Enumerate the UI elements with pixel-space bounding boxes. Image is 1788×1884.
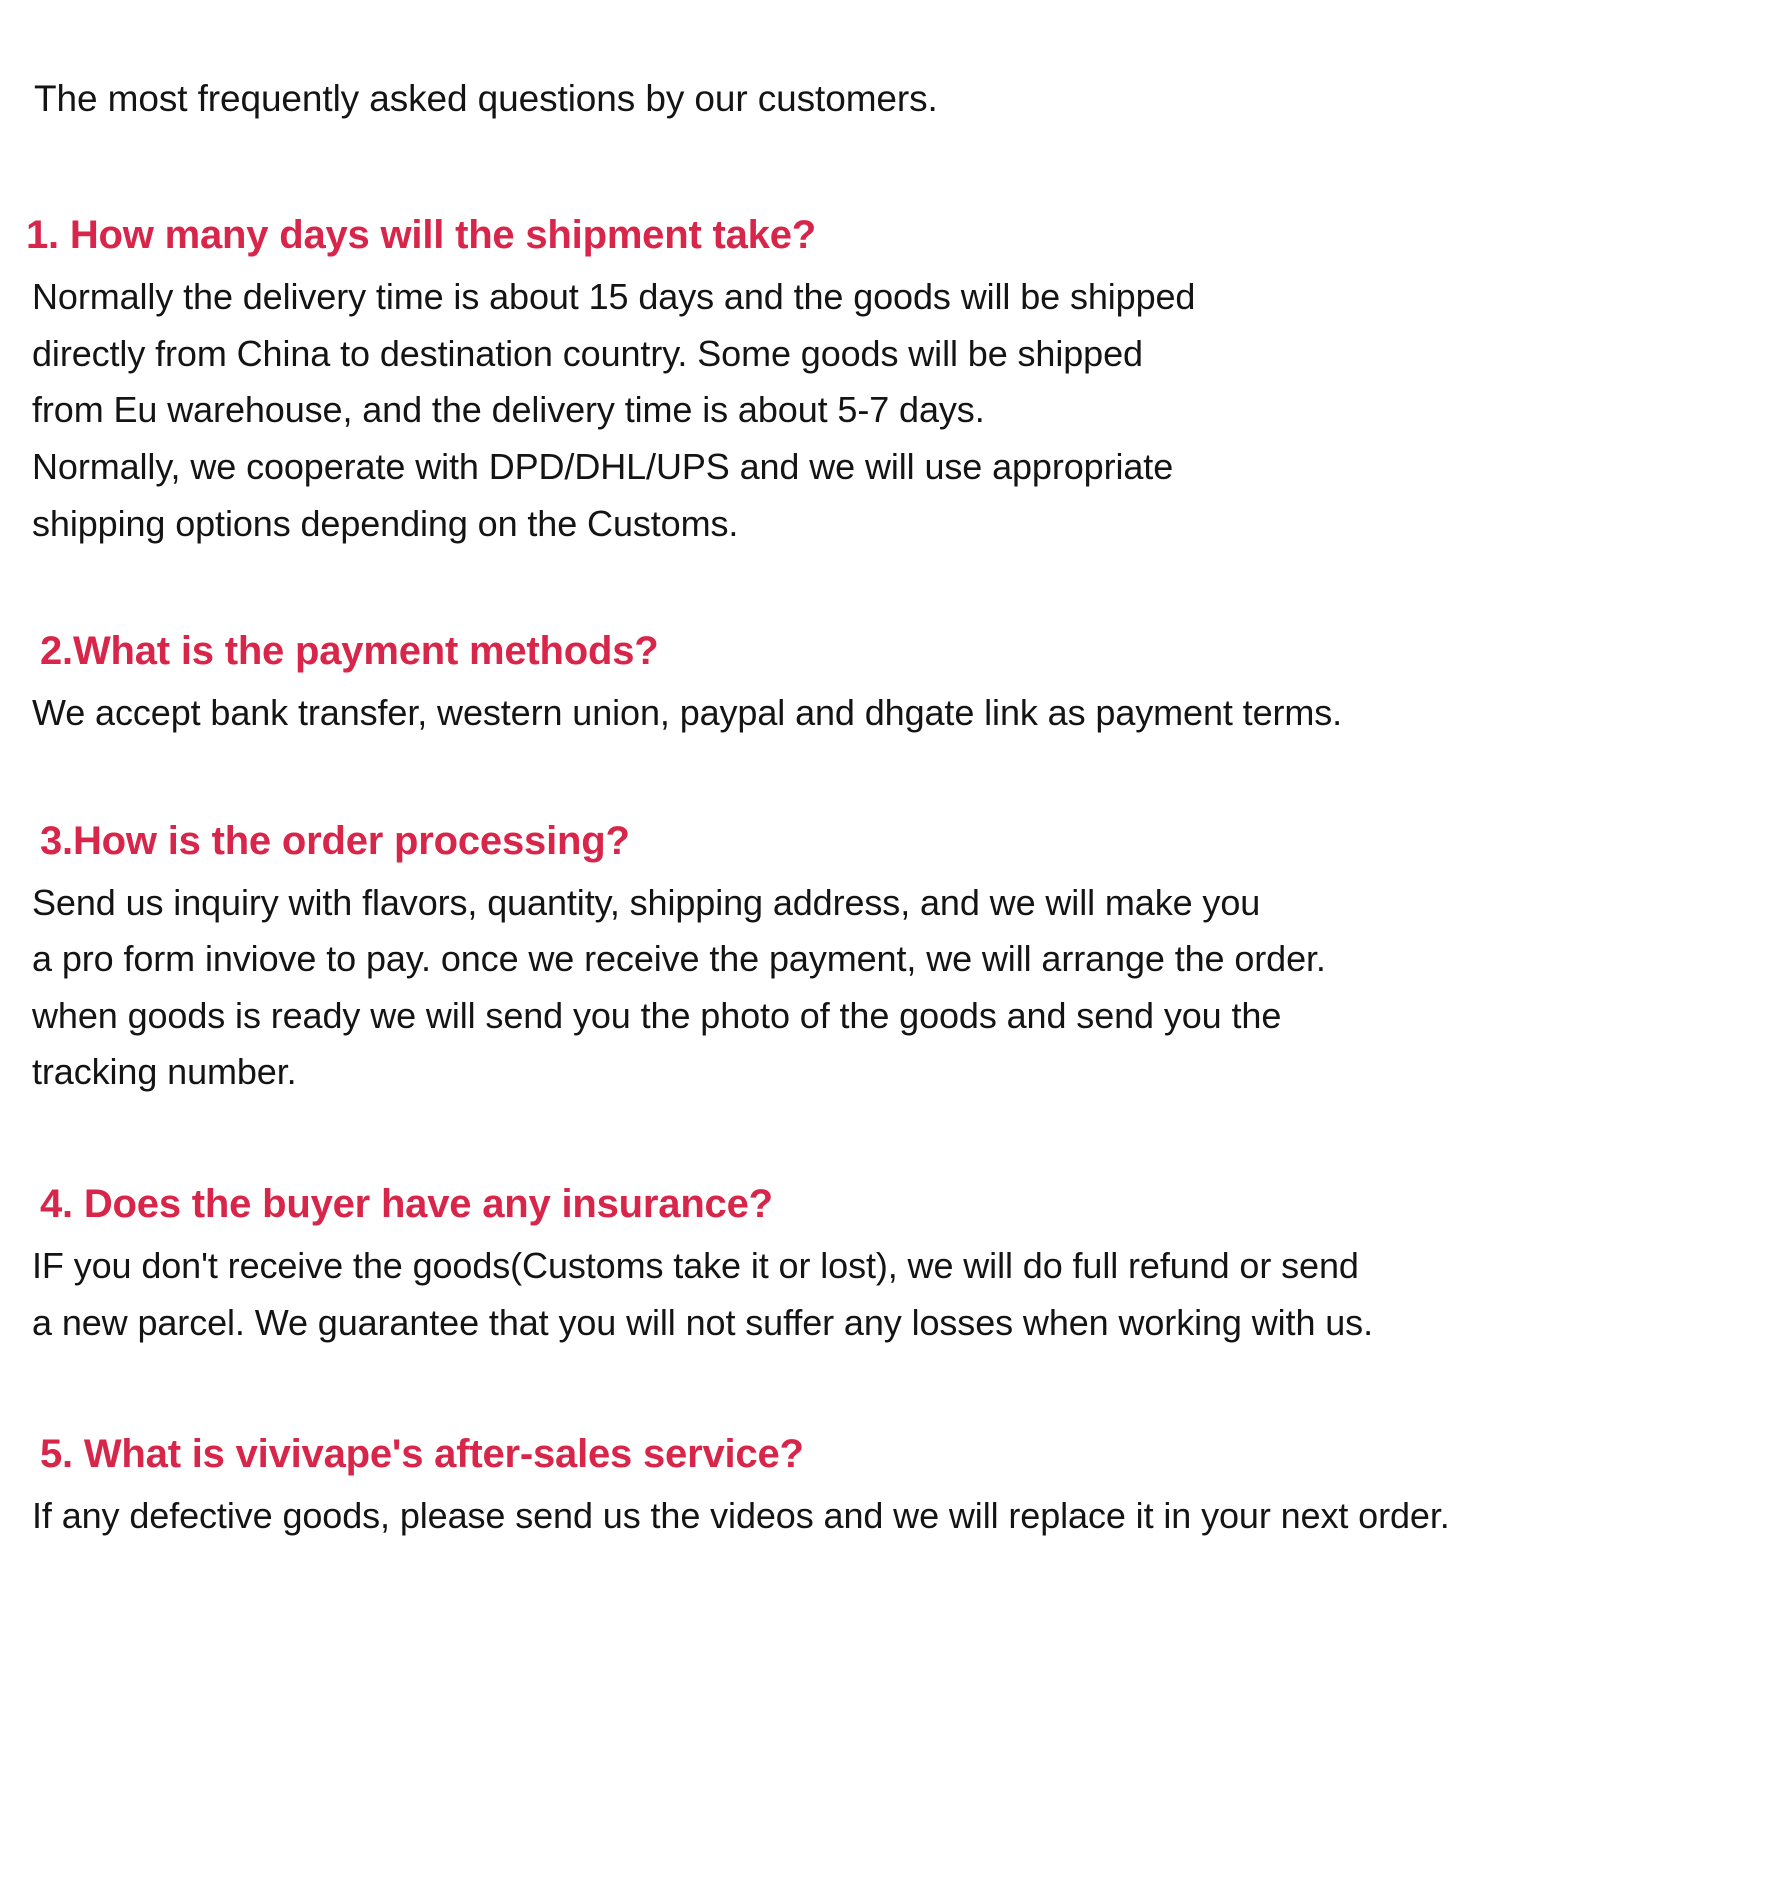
faq-answer-line: from Eu warehouse, and the delivery time is about 5-7 days. (32, 389, 985, 431)
faq-question-1: 1. How many days will the shipment take? (26, 213, 816, 258)
faq-answer-line: If any defective goods, please send us the videos and we will replace it in your next order. (32, 1495, 1450, 1537)
faq-question-2: 2.What is the payment methods? (40, 629, 659, 674)
faq-answer-line: directly from China to destination country. Some goods will be shipped (32, 332, 1143, 374)
faq-answer-line: Send us inquiry with flavors, quantity, shipping address, and we will make you (32, 881, 1261, 923)
faq-item-1 (26, 210, 1752, 552)
intro-text: The most frequently asked questions by our customers. (34, 78, 938, 119)
faq-answer-line: Normally the delivery time is about 15 days and the goods will be shipped (32, 276, 1196, 318)
faq-question-4: 4. Does the buyer have any insurance? (40, 1181, 773, 1226)
faq-answer-1 (32, 269, 1752, 552)
faq-question-5: 5. What is vivivape's after-sales service? (40, 1432, 804, 1477)
faq-answer-line: Normally, we cooperate with DPD/DHL/UPS and we will use appropriate (32, 445, 1174, 487)
faq-answer-line: a new parcel. We guarantee that you will not suffer any losses when working with us. (32, 1301, 1373, 1343)
faq-answer-4 (32, 1238, 1752, 1351)
faq-answer-line: We accept bank transfer, western union, paypal and dhgate link as payment terms. (32, 692, 1343, 734)
faq-item-5 (26, 1429, 1752, 1545)
faq-item-2 (26, 626, 1752, 742)
faq-answer-line: shipping options depending on the Customs. (32, 502, 739, 544)
faq-answer-3 (32, 875, 1752, 1101)
faq-answer-line: IF you don't receive the goods(Customs take it or lost), we will do full refund or send (32, 1245, 1359, 1287)
faq-item-4 (26, 1179, 1752, 1351)
faq-item-3 (26, 816, 1752, 1101)
faq-answer-line: a pro form inviove to pay. once we receive the payment, we will arrange the order. (32, 938, 1326, 980)
faq-answer-line: tracking number. (32, 1051, 297, 1093)
faq-answer-5 (32, 1488, 1752, 1545)
faq-answer-2 (32, 685, 1752, 742)
faq-answer-line: when goods is ready we will send you the photo of the goods and send you the (32, 994, 1282, 1036)
faq-question-3: 3.How is the order processing? (40, 818, 630, 863)
